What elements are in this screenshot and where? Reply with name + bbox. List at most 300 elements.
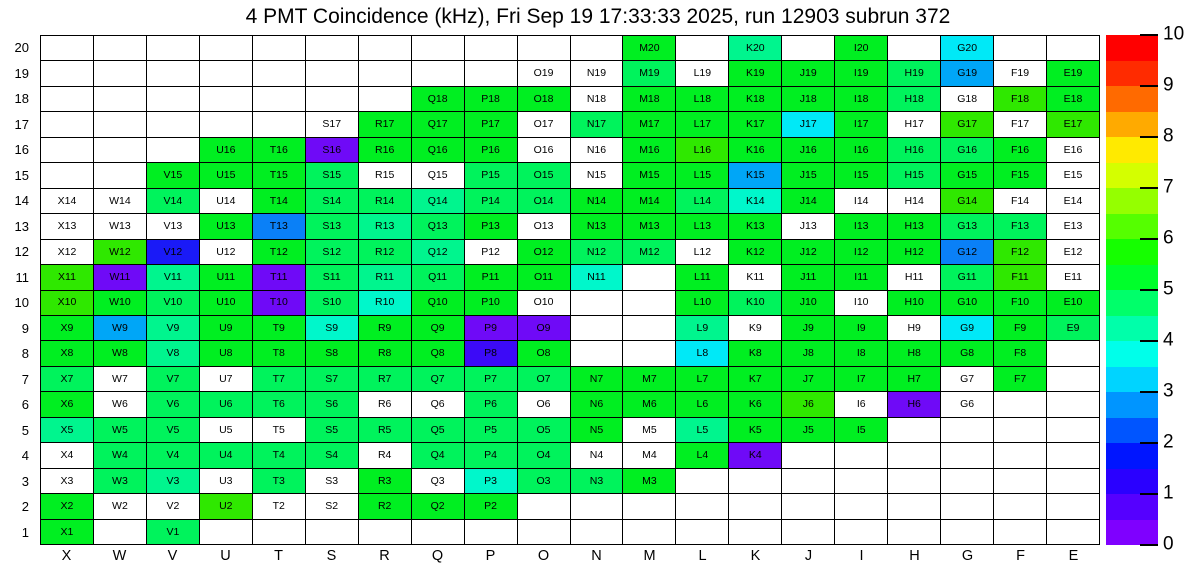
heatmap-cell: K17 — [729, 112, 782, 137]
heatmap-cell — [41, 36, 94, 61]
x-axis-tick-label: X — [61, 548, 72, 564]
x-axis-tick-label: O — [537, 548, 550, 564]
heatmap-cell — [306, 61, 359, 86]
colorbar-band — [1106, 61, 1158, 87]
heatmap-cell: G9 — [941, 316, 994, 341]
heatmap-cell — [200, 61, 253, 86]
heatmap-cell: H18 — [888, 87, 941, 112]
heatmap-cell: I11 — [835, 265, 888, 290]
heatmap-cell: O14 — [518, 189, 571, 214]
heatmap-cell: K13 — [729, 214, 782, 239]
heatmap-cell: H12 — [888, 240, 941, 265]
heatmap-cell: S5 — [306, 418, 359, 443]
heatmap-cell: X8 — [41, 341, 94, 366]
heatmap-cell: I7 — [835, 367, 888, 392]
heatmap-cell: T8 — [253, 341, 306, 366]
heatmap-cell: J14 — [782, 189, 835, 214]
heatmap-cell: X4 — [41, 443, 94, 468]
heatmap-cell: Q9 — [412, 316, 465, 341]
heatmap-cell: M5 — [623, 418, 676, 443]
heatmap-cell — [888, 443, 941, 468]
heatmap-cell: P7 — [465, 367, 518, 392]
heatmap-cell: P13 — [465, 214, 518, 239]
heatmap-cell: R16 — [359, 138, 412, 163]
heatmap-cell: U4 — [200, 443, 253, 468]
colorbar-band — [1106, 392, 1158, 418]
colorbar-band — [1106, 188, 1158, 214]
x-axis-tick-label: W — [112, 548, 127, 564]
heatmap-cell: P17 — [465, 112, 518, 137]
colorbar-tick — [1140, 238, 1158, 240]
colorbar-tick — [1140, 340, 1158, 342]
heatmap-cell: G13 — [941, 214, 994, 239]
heatmap-cell — [835, 520, 888, 545]
heatmap-cell: F13 — [994, 214, 1047, 239]
heatmap-cell: G7 — [941, 367, 994, 392]
heatmap-cell: W8 — [94, 341, 147, 366]
heatmap-cell — [941, 418, 994, 443]
heatmap-cell: K10 — [729, 291, 782, 316]
heatmap-cell: N16 — [571, 138, 624, 163]
heatmap-cell: I16 — [835, 138, 888, 163]
heatmap-cell — [994, 392, 1047, 417]
heatmap-cell: W7 — [94, 367, 147, 392]
heatmap-cell — [1047, 367, 1100, 392]
heatmap-cell: W6 — [94, 392, 147, 417]
heatmap-cell: X7 — [41, 367, 94, 392]
heatmap-cell — [676, 469, 729, 494]
heatmap-cell: I8 — [835, 341, 888, 366]
colorbar-tick-label: 6 — [1163, 227, 1174, 249]
colorbar-band — [1106, 520, 1158, 546]
colorbar-tick-label: 1 — [1163, 482, 1174, 504]
heatmap-cell: K11 — [729, 265, 782, 290]
heatmap-cell — [306, 520, 359, 545]
heatmap-cell — [518, 36, 571, 61]
heatmap-cell: U9 — [200, 316, 253, 341]
heatmap-cell: I13 — [835, 214, 888, 239]
heatmap-cell: O17 — [518, 112, 571, 137]
heatmap-cell: X6 — [41, 392, 94, 417]
colorbar-band — [1106, 494, 1158, 520]
heatmap-cell: T2 — [253, 494, 306, 519]
heatmap-cell: N12 — [571, 240, 624, 265]
heatmap-cell: F9 — [994, 316, 1047, 341]
heatmap-cell: E18 — [1047, 87, 1100, 112]
colorbar-tick — [1140, 85, 1158, 87]
heatmap-cell: W9 — [94, 316, 147, 341]
heatmap-cell: L6 — [676, 392, 729, 417]
heatmap-cell: R17 — [359, 112, 412, 137]
heatmap-cell: O5 — [518, 418, 571, 443]
heatmap-cell: N3 — [571, 469, 624, 494]
heatmap-cell — [94, 520, 147, 545]
colorbar-band — [1106, 112, 1158, 138]
heatmap-cell: R13 — [359, 214, 412, 239]
colorbar-band — [1106, 469, 1158, 495]
heatmap-cell: S7 — [306, 367, 359, 392]
x-axis-tick-label: N — [591, 548, 602, 564]
heatmap-cell: H8 — [888, 341, 941, 366]
heatmap-cell: X13 — [41, 214, 94, 239]
heatmap-cell — [994, 469, 1047, 494]
heatmap-cell: P12 — [465, 240, 518, 265]
x-axis-tick-label: J — [804, 548, 813, 564]
y-axis-tick-label: 20 — [14, 40, 29, 56]
heatmap-cell — [676, 36, 729, 61]
heatmap-cell: I6 — [835, 392, 888, 417]
heatmap-cell: S12 — [306, 240, 359, 265]
heatmap-cell: M13 — [623, 214, 676, 239]
heatmap-cell: S4 — [306, 443, 359, 468]
heatmap-cell: F16 — [994, 138, 1047, 163]
heatmap-cell: S13 — [306, 214, 359, 239]
heatmap-cell — [147, 112, 200, 137]
heatmap-cell — [571, 341, 624, 366]
heatmap-cell: L17 — [676, 112, 729, 137]
heatmap-cell: E17 — [1047, 112, 1100, 137]
heatmap-cell: W4 — [94, 443, 147, 468]
heatmap-cell: F7 — [994, 367, 1047, 392]
x-axis-tick-label: E — [1068, 548, 1079, 564]
colorbar-band — [1106, 443, 1158, 469]
heatmap-cell: N13 — [571, 214, 624, 239]
heatmap-cell — [1047, 520, 1100, 545]
heatmap-cell — [253, 87, 306, 112]
heatmap-cell — [782, 469, 835, 494]
heatmap-cell: E10 — [1047, 291, 1100, 316]
heatmap-cell: K14 — [729, 189, 782, 214]
heatmap-cell: F17 — [994, 112, 1047, 137]
heatmap-cell — [147, 87, 200, 112]
heatmap-cell: P3 — [465, 469, 518, 494]
heatmap-cell — [147, 61, 200, 86]
heatmap-cell: O8 — [518, 341, 571, 366]
colorbar-band — [1106, 35, 1158, 61]
heatmap-cell: M4 — [623, 443, 676, 468]
y-axis-tick-label: 5 — [21, 422, 29, 438]
heatmap-cell: U2 — [200, 494, 253, 519]
heatmap-cell: M14 — [623, 189, 676, 214]
heatmap-cell — [571, 36, 624, 61]
x-axis-tick-label: I — [859, 548, 864, 564]
heatmap-cell: J9 — [782, 316, 835, 341]
heatmap-cell: F14 — [994, 189, 1047, 214]
heatmap-cell: Q12 — [412, 240, 465, 265]
colorbar-band — [1106, 86, 1158, 112]
heatmap-cell: P9 — [465, 316, 518, 341]
heatmap-cell: W5 — [94, 418, 147, 443]
heatmap-cell: L19 — [676, 61, 729, 86]
x-axis-tick-label: F — [1016, 548, 1025, 564]
heatmap-cell: G16 — [941, 138, 994, 163]
x-axis-tick-label: P — [485, 548, 496, 564]
heatmap-cell: H19 — [888, 61, 941, 86]
heatmap-cell: S3 — [306, 469, 359, 494]
colorbar-tick — [1140, 544, 1158, 546]
heatmap-cell — [571, 520, 624, 545]
heatmap-cell: X12 — [41, 240, 94, 265]
heatmap-cell: O16 — [518, 138, 571, 163]
heatmap-cell: U13 — [200, 214, 253, 239]
heatmap-cell — [41, 61, 94, 86]
heatmap-cell: Q3 — [412, 469, 465, 494]
colorbar-tick — [1140, 289, 1158, 291]
y-axis-tick-label: 10 — [14, 295, 29, 311]
x-axis-tick-label: K — [750, 548, 761, 564]
heatmap-cell: H6 — [888, 392, 941, 417]
heatmap-cell: V14 — [147, 189, 200, 214]
heatmap-cell — [41, 87, 94, 112]
heatmap-cell: N4 — [571, 443, 624, 468]
heatmap-cell: L9 — [676, 316, 729, 341]
heatmap-cell: N7 — [571, 367, 624, 392]
heatmap-cell — [200, 112, 253, 137]
heatmap-cell: U5 — [200, 418, 253, 443]
heatmap-cell — [676, 520, 729, 545]
heatmap-cell: L10 — [676, 291, 729, 316]
y-axis-tick-label: 1 — [21, 524, 29, 540]
heatmap-cell — [888, 469, 941, 494]
heatmap-cell: H13 — [888, 214, 941, 239]
heatmap-cell: P18 — [465, 87, 518, 112]
heatmap-cell: K9 — [729, 316, 782, 341]
heatmap-cell: J10 — [782, 291, 835, 316]
heatmap-cell: Q18 — [412, 87, 465, 112]
plot-title: 4 PMT Coincidence (kHz), Fri Sep 19 17:33:33 2025, run 12903 subrun 372 — [245, 5, 951, 28]
heatmap-cell: L18 — [676, 87, 729, 112]
heatmap-cell: P16 — [465, 138, 518, 163]
colorbar-band — [1106, 163, 1158, 189]
heatmap-cell: T5 — [253, 418, 306, 443]
heatmap-cell — [465, 61, 518, 86]
x-axis-labels — [40, 548, 1100, 564]
heatmap-cell — [200, 520, 253, 545]
colorbar-band — [1106, 239, 1158, 265]
heatmap-cell: R4 — [359, 443, 412, 468]
heatmap-cell — [147, 36, 200, 61]
heatmap-cell — [782, 443, 835, 468]
heatmap-cell — [571, 316, 624, 341]
heatmap-cell: W10 — [94, 291, 147, 316]
y-axis-tick-label: 7 — [21, 371, 29, 387]
y-axis-tick-label: 8 — [21, 346, 29, 362]
heatmap-cell: P6 — [465, 392, 518, 417]
x-axis-tick-label: M — [643, 548, 656, 564]
heatmap-cell: F15 — [994, 163, 1047, 188]
heatmap-cell: E19 — [1047, 61, 1100, 86]
heatmap-cell: U6 — [200, 392, 253, 417]
heatmap-cell: I10 — [835, 291, 888, 316]
heatmap-cell: U7 — [200, 367, 253, 392]
heatmap-cell: T16 — [253, 138, 306, 163]
heatmap-cell: L12 — [676, 240, 729, 265]
heatmap-cell: J11 — [782, 265, 835, 290]
heatmap-cell — [41, 138, 94, 163]
heatmap-cell — [412, 36, 465, 61]
heatmap-cell: I18 — [835, 87, 888, 112]
heatmap-cell: E9 — [1047, 316, 1100, 341]
colorbar-tick — [1140, 493, 1158, 495]
heatmap-cell: J7 — [782, 367, 835, 392]
x-axis-tick-label: H — [909, 548, 920, 564]
heatmap-cell: S16 — [306, 138, 359, 163]
heatmap-cell — [200, 87, 253, 112]
heatmap-cell — [41, 163, 94, 188]
heatmap-cell: W3 — [94, 469, 147, 494]
heatmap-cell — [994, 520, 1047, 545]
heatmap-cell: M20 — [623, 36, 676, 61]
y-axis-tick-label: 11 — [15, 269, 29, 285]
heatmap-cell: U8 — [200, 341, 253, 366]
heatmap-cell — [94, 61, 147, 86]
heatmap-cell: K16 — [729, 138, 782, 163]
heatmap-cell: T4 — [253, 443, 306, 468]
heatmap-cell: R6 — [359, 392, 412, 417]
heatmap-cell: V11 — [147, 265, 200, 290]
y-axis-tick-label: 18 — [14, 91, 29, 107]
heatmap-cell: R14 — [359, 189, 412, 214]
y-axis-tick-label: 2 — [21, 499, 29, 515]
heatmap-cell — [941, 469, 994, 494]
heatmap-cell: O11 — [518, 265, 571, 290]
heatmap-cell: J15 — [782, 163, 835, 188]
heatmap-cell: Q13 — [412, 214, 465, 239]
y-axis-tick-label: 4 — [21, 448, 29, 464]
heatmap-cell — [359, 87, 412, 112]
heatmap-cell: W14 — [94, 189, 147, 214]
heatmap-cell: R10 — [359, 291, 412, 316]
heatmap-cell: Q10 — [412, 291, 465, 316]
heatmap-cell: P8 — [465, 341, 518, 366]
heatmap-cell: S6 — [306, 392, 359, 417]
heatmap-cell: M17 — [623, 112, 676, 137]
heatmap-cell: F11 — [994, 265, 1047, 290]
heatmap-cell — [888, 494, 941, 519]
heatmap-cell: T3 — [253, 469, 306, 494]
heatmap-cell: P4 — [465, 443, 518, 468]
heatmap-cell: M6 — [623, 392, 676, 417]
heatmap-cell: O15 — [518, 163, 571, 188]
colorbar-band — [1106, 418, 1158, 444]
heatmap-cell — [1047, 469, 1100, 494]
heatmap-cell: T14 — [253, 189, 306, 214]
heatmap-cell: H17 — [888, 112, 941, 137]
heatmap-cell: F18 — [994, 87, 1047, 112]
heatmap-cell — [994, 443, 1047, 468]
heatmap-cell: N19 — [571, 61, 624, 86]
heatmap-cell: P14 — [465, 189, 518, 214]
y-axis-tick-label: 3 — [21, 473, 29, 489]
heatmap-cell — [571, 291, 624, 316]
heatmap-cell: H16 — [888, 138, 941, 163]
heatmap-cell: U11 — [200, 265, 253, 290]
heatmap-cell: H10 — [888, 291, 941, 316]
heatmap-cell: O13 — [518, 214, 571, 239]
heatmap-cell: V5 — [147, 418, 200, 443]
heatmap-cell: G8 — [941, 341, 994, 366]
heatmap-cell: L5 — [676, 418, 729, 443]
heatmap-cell — [253, 61, 306, 86]
heatmap-cell — [253, 520, 306, 545]
heatmap-grid — [40, 35, 1100, 545]
heatmap-cell: F8 — [994, 341, 1047, 366]
heatmap-cell: F12 — [994, 240, 1047, 265]
heatmap-cell: U14 — [200, 189, 253, 214]
heatmap-cell: H9 — [888, 316, 941, 341]
colorbar-tick — [1140, 442, 1158, 444]
heatmap-cell: I14 — [835, 189, 888, 214]
x-axis-tick-label: Q — [431, 548, 444, 564]
heatmap-cell: M12 — [623, 240, 676, 265]
heatmap-cell: F10 — [994, 291, 1047, 316]
heatmap-cell: V15 — [147, 163, 200, 188]
heatmap-cell: K5 — [729, 418, 782, 443]
heatmap-cell: K18 — [729, 87, 782, 112]
heatmap-cell — [94, 36, 147, 61]
heatmap-cell — [253, 36, 306, 61]
colorbar-band — [1106, 265, 1158, 291]
heatmap-cell: M3 — [623, 469, 676, 494]
heatmap-cell: E11 — [1047, 265, 1100, 290]
heatmap-cell — [359, 520, 412, 545]
heatmap-cell — [518, 494, 571, 519]
heatmap-cell: J5 — [782, 418, 835, 443]
heatmap-cell: Q14 — [412, 189, 465, 214]
heatmap-cell: I15 — [835, 163, 888, 188]
heatmap-cell: G17 — [941, 112, 994, 137]
heatmap-cell — [465, 520, 518, 545]
colorbar-tick — [1140, 391, 1158, 393]
heatmap-cell: R8 — [359, 341, 412, 366]
heatmap-cell — [888, 418, 941, 443]
heatmap-cell: P11 — [465, 265, 518, 290]
heatmap-cell: K7 — [729, 367, 782, 392]
colorbar-tick-label: 2 — [1163, 431, 1174, 453]
heatmap-cell: S9 — [306, 316, 359, 341]
x-axis-tick-label: L — [698, 548, 707, 564]
heatmap-cell: I17 — [835, 112, 888, 137]
y-axis-tick-label: 15 — [14, 167, 29, 183]
heatmap-cell — [94, 87, 147, 112]
heatmap-cell: X3 — [41, 469, 94, 494]
heatmap-cell: I20 — [835, 36, 888, 61]
heatmap-cell: W11 — [94, 265, 147, 290]
heatmap-cell: N17 — [571, 112, 624, 137]
x-axis-tick-label: S — [326, 548, 337, 564]
heatmap-cell: E12 — [1047, 240, 1100, 265]
y-axis-tick-label: 9 — [21, 320, 29, 336]
heatmap-cell: P2 — [465, 494, 518, 519]
y-axis-tick-label: 6 — [21, 397, 29, 413]
heatmap-cell — [571, 494, 624, 519]
heatmap-cell — [994, 418, 1047, 443]
heatmap-cell: N18 — [571, 87, 624, 112]
heatmap-cell: V10 — [147, 291, 200, 316]
heatmap-cell: V7 — [147, 367, 200, 392]
x-axis-tick-label: T — [274, 548, 283, 564]
heatmap-cell: G15 — [941, 163, 994, 188]
heatmap-cell: T10 — [253, 291, 306, 316]
heatmap-cell — [1047, 392, 1100, 417]
heatmap-cell: J18 — [782, 87, 835, 112]
heatmap-cell: W12 — [94, 240, 147, 265]
heatmap-cell: S17 — [306, 112, 359, 137]
heatmap-cell: O4 — [518, 443, 571, 468]
heatmap-cell: K6 — [729, 392, 782, 417]
colorbar-tick — [1140, 34, 1158, 36]
heatmap-cell — [1047, 36, 1100, 61]
